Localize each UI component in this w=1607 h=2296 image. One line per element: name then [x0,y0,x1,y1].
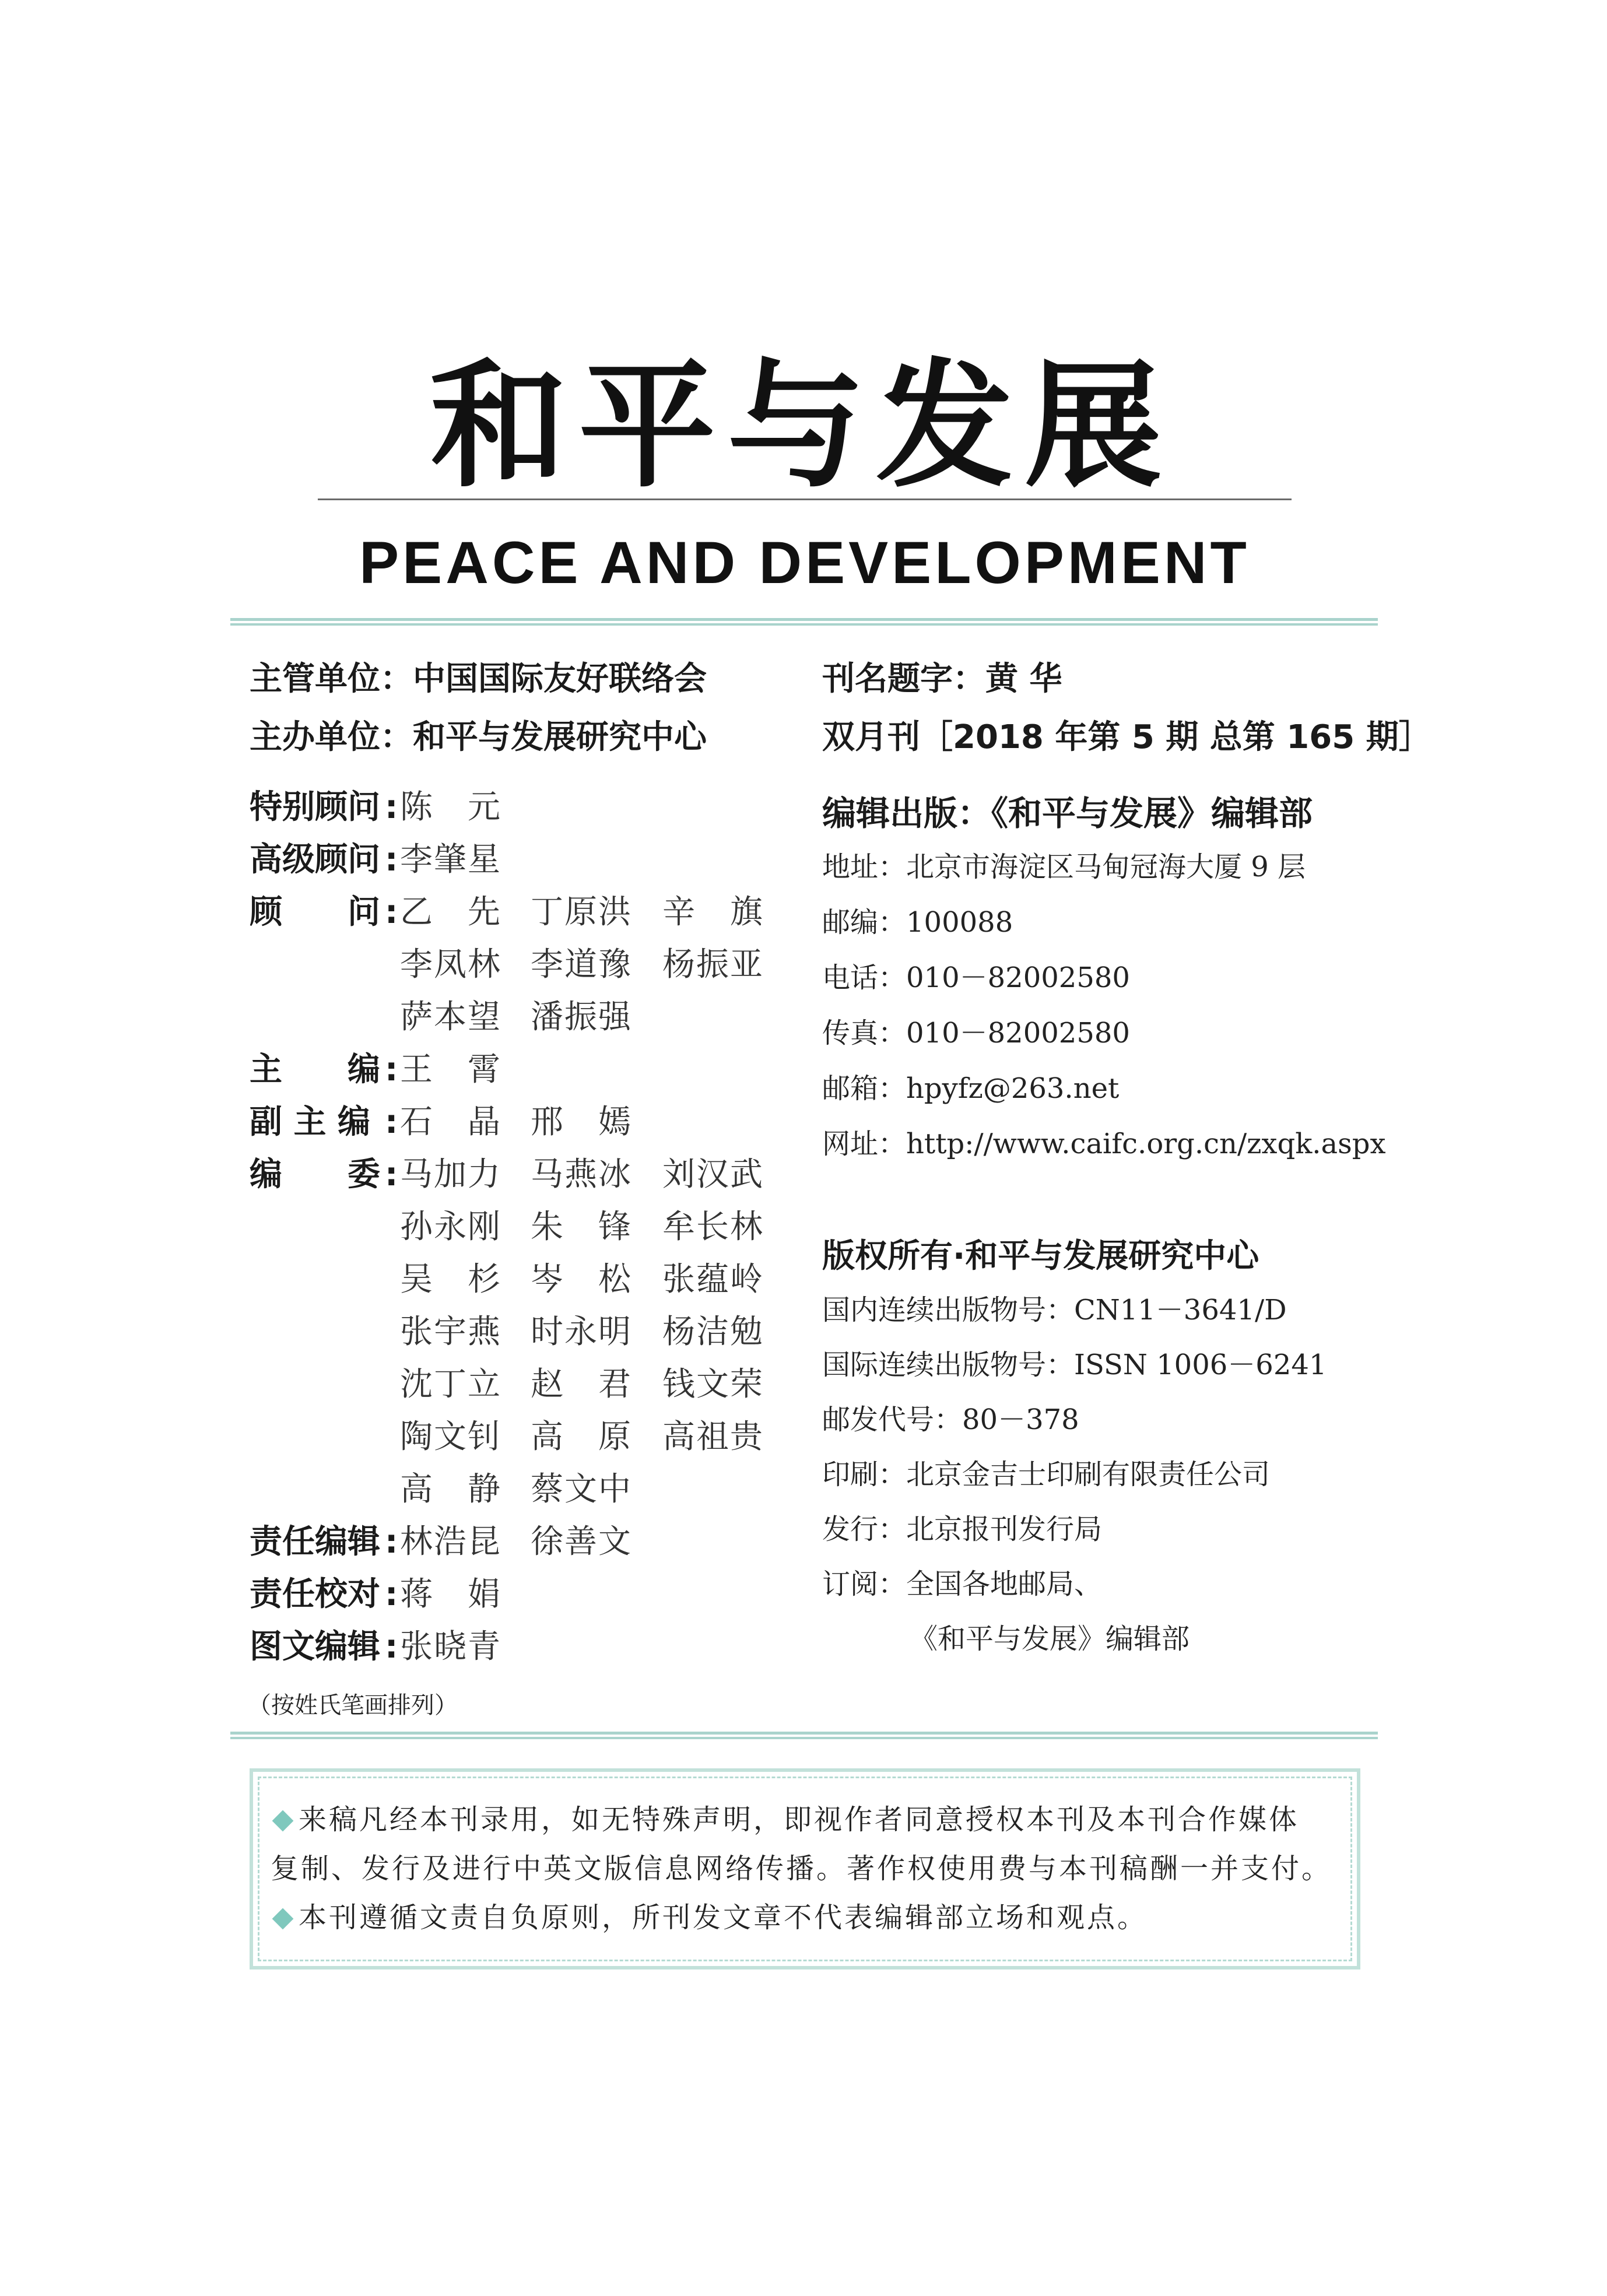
staff-name: 张晓青 [400,1628,501,1666]
role-colon: : [385,1523,398,1561]
staff-row [250,1096,833,1149]
role-colon: : [385,788,398,826]
staff-name: 萨本望 [400,998,501,1036]
staff-row [250,1254,833,1306]
staff-row [250,886,833,939]
diamond-bullet-icon [272,1810,294,1831]
staff-row [250,1516,833,1568]
staff-name: 岑 松 [531,1261,632,1298]
notice-line-3: 本刊遵循文责自负原则，所刊发文章不代表编辑部立场和观点。 [271,1893,1345,1942]
staff-name: 刘汉武 [662,1156,764,1193]
staff-role: 顾 问 [250,893,380,931]
issue-frequency-line: 双月刊［2018 年第 5 期 总第 165 期］ [822,718,1431,756]
staff-name: 李肇星 [400,841,501,879]
staff-row [250,1201,833,1254]
staff-name: 辛 旗 [662,893,764,931]
staff-name: 高 静 [400,1470,501,1508]
staff-name: 林浩昆 [400,1523,501,1561]
staff-name: 张宇燕 [400,1313,501,1351]
masthead-divider [318,498,1292,500]
staff-name: 马加力 [400,1156,501,1193]
notice-line-1: 来稿凡经本刊录用，如无特殊声明，即视作者同意授权本刊及本刊合作媒体 [271,1795,1345,1844]
role-colon: : [385,1156,398,1193]
staff-row [250,1621,833,1673]
staff-name: 吴 杉 [400,1261,501,1298]
staff-name: 高祖贵 [662,1418,764,1456]
publication-info-row: 国际连续出版物号：ISSN 1006－6241 [822,1349,1327,1381]
staff-role: 特别顾问 [250,788,380,826]
staff-row [250,1411,833,1463]
notice-box [250,1768,1360,1969]
staff-row [250,781,833,834]
contact-row: 地址：北京市海淀区马甸冠海大厦 9 层 [822,851,1306,883]
staff-name: 李道豫 [531,946,632,984]
staff-name: 潘振强 [531,998,632,1036]
publication-info-list [822,1283,1382,1666]
staff-name: 徐善文 [531,1523,632,1561]
upper-double-rule [230,618,1378,626]
contact-row: 网址：http://www.caifc.org.cn/zxqk.aspx [822,1128,1386,1160]
staff-name: 乙 先 [400,893,501,931]
sort-note: （按姓氏笔画排列） [248,1692,458,1719]
title-calligraphy-line: 刊名题字：黄 华 [822,660,1062,698]
staff-role: 图文编辑 [250,1628,380,1666]
contact-row: 邮箱：hpyfz@263.net [822,1072,1120,1105]
staff-row [250,1358,833,1411]
publication-info-row: 发行：北京报刊发行局 [822,1513,1103,1546]
notice-line-2: 复制、发行及进行中英文版信息网络传播。著作权使用费与本刊稿酬一并支付。 [271,1852,1332,1885]
role-colon: : [385,1051,398,1089]
publication-info-row: 订阅：全国各地邮局、 [822,1568,1103,1600]
staff-name: 朱 锋 [531,1208,632,1246]
staff-name: 牟长林 [662,1208,764,1246]
english-title: PEACE AND DEVELOPMENT [359,529,1250,596]
diamond-bullet-icon [272,1908,294,1929]
staff-row [250,1463,833,1516]
staff-name: 张蕴岭 [662,1261,764,1298]
staff-name: 杨洁勉 [662,1313,764,1351]
publication-info-row: 《和平与发展》编辑部 [910,1623,1190,1655]
staff-role: 编 委 [250,1156,380,1193]
staff-name: 赵 君 [531,1365,632,1403]
publication-info-row: 邮发代号：80－378 [822,1403,1079,1436]
staff-name: 高 原 [531,1418,632,1456]
staff-role: 责任校对 [250,1575,380,1613]
staff-role: 副 主 编 [250,1103,370,1141]
publisher-line: 编辑出版：《和平与发展》编辑部 [822,794,1313,833]
staff-name: 王 霄 [400,1051,501,1089]
sponsor-block [250,650,833,767]
supervisor-line: 主管单位：中国国际友好联络会 [250,660,707,698]
staff-row [250,939,833,991]
publication-info-row: 国内连续出版物号：CN11－3641/D [822,1294,1287,1326]
staff-name: 马燕冰 [531,1156,632,1193]
staff-row [250,1149,833,1201]
role-colon: : [385,841,398,879]
staff-masthead-list [250,781,833,1673]
contact-row: 电话：010－82002580 [822,961,1130,994]
role-colon: : [385,1628,398,1666]
staff-name: 丁原洪 [531,893,632,931]
staff-role: 高级顾问 [250,841,380,879]
staff-name: 邢 嫣 [531,1103,632,1141]
staff-row [250,1306,833,1358]
staff-role: 主 编 [250,1051,380,1089]
staff-name: 蔡文中 [531,1470,632,1508]
role-colon: : [385,1575,398,1613]
staff-name: 蒋 娟 [400,1575,501,1613]
staff-role: 责任编辑 [250,1523,380,1561]
copyright-line: 版权所有·和平与发展研究中心 [822,1237,1259,1275]
publication-info-row: 印刷：北京金吉士印刷有限责任公司 [822,1458,1271,1491]
staff-row [250,1044,833,1096]
staff-name: 钱文荣 [662,1365,764,1403]
role-colon: : [385,893,398,931]
staff-name: 陈 元 [400,788,501,826]
role-colon: : [385,1103,398,1141]
organizer-line: 主办单位：和平与发展研究中心 [250,718,707,756]
staff-name: 孙永刚 [400,1208,501,1246]
contact-row: 邮编：100088 [822,906,1013,939]
staff-name: 陶文钊 [400,1418,501,1456]
staff-name: 李凤林 [400,946,501,984]
staff-row [250,991,833,1044]
staff-row [250,834,833,886]
contact-row: 传真：010－82002580 [822,1017,1130,1049]
masthead-calligraphy-title: 和平与发展 [430,345,1174,506]
staff-name: 时永明 [531,1313,632,1351]
issue-block [822,650,1431,767]
contact-list [822,840,1386,1172]
staff-row [250,1568,833,1621]
staff-name: 石 晶 [400,1103,501,1141]
staff-name: 沈丁立 [400,1365,501,1403]
lower-double-rule [230,1732,1378,1740]
staff-name: 杨振亚 [662,946,764,984]
